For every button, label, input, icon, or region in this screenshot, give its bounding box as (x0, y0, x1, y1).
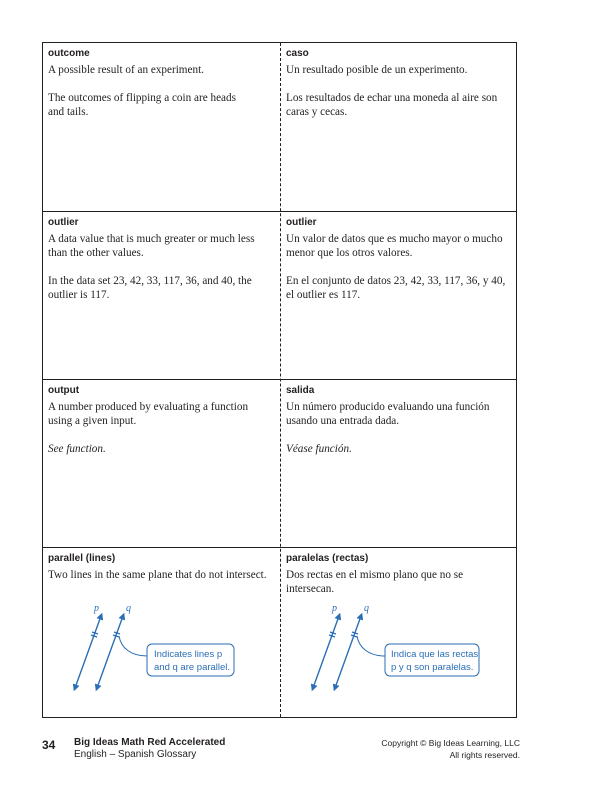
callout-text: and q are parallel. (154, 662, 231, 673)
callout-text: Indicates lines p (154, 649, 223, 660)
term-heading: outcome (48, 48, 90, 59)
line-p (313, 616, 339, 688)
callout-pointer (357, 636, 385, 656)
book-title: Big Ideas Math Red Accelerated (74, 737, 226, 748)
definition: A data value that is much greater or much less than the other values. (48, 233, 255, 259)
definition: A possible result of an experiment. (48, 64, 204, 76)
definition: Un resultado posible de un experimento. (286, 64, 468, 76)
parallel-lines-figure (63, 598, 263, 698)
cross-reference: Véase función. (286, 443, 352, 455)
line-p (75, 616, 101, 688)
callout-text: p y q son paralelas. (391, 662, 474, 673)
term-heading: outlier (48, 217, 79, 228)
label-p: p (332, 603, 337, 614)
term-heading: parallel (lines) (48, 553, 116, 564)
rights-notice: All rights reserved. (449, 750, 520, 760)
line-q (335, 616, 361, 688)
copyright-notice: Copyright © Big Ideas Learning, LLC (381, 738, 520, 748)
parallel-lines-figure (301, 598, 501, 698)
term-heading: paralelas (rectas) (286, 553, 369, 564)
example: In the data set 23, 42, 33, 117, 36, and 40, the outlier is 117. (48, 275, 252, 301)
callout-text: Indica que las rectas (391, 649, 479, 660)
label-q: q (126, 603, 131, 614)
entry-outcome-es (281, 43, 517, 211)
definition: Un número producido evaluando una función usando una entrada dada. (286, 401, 490, 427)
term-heading: salida (286, 385, 315, 396)
entry-output-en (43, 380, 280, 547)
term-heading: output (48, 385, 80, 396)
label-p: p (94, 603, 99, 614)
line-q (97, 616, 123, 688)
example: Los resultados de echar una moneda al aire son caras y cecas. (286, 92, 498, 118)
callout-pointer (119, 636, 147, 656)
entry-output-es (281, 380, 517, 547)
term-heading: caso (286, 48, 309, 59)
example: The outcomes of flipping a coin are heads and tails. (48, 92, 236, 118)
entry-parallel-es (281, 548, 517, 718)
definition: Two lines in the same plane that do not intersect. (48, 569, 267, 581)
definition: A number produced by evaluating a function using a given input. (48, 401, 249, 427)
entry-parallel-en (43, 548, 280, 718)
glossary-grid (42, 42, 517, 718)
term-heading: outlier (286, 217, 317, 228)
page-number: 34 (42, 738, 56, 752)
cross-reference: See function. (48, 443, 106, 455)
glossary-subtitle: English – Spanish Glossary (74, 749, 197, 760)
entry-outcome-en (43, 43, 280, 211)
entry-outlier-es (281, 212, 517, 379)
example: En el conjunto de datos 23, 42, 33, 117, 36, y 40, el outlier es 117. (286, 275, 506, 301)
label-q: q (364, 603, 369, 614)
entry-outlier-en (43, 212, 280, 379)
definition: Dos rectas en el mismo plano que no se intersecan. (286, 569, 464, 595)
definition: Un valor de datos que es mucho mayor o mucho menor que los otros valores. (286, 233, 503, 259)
